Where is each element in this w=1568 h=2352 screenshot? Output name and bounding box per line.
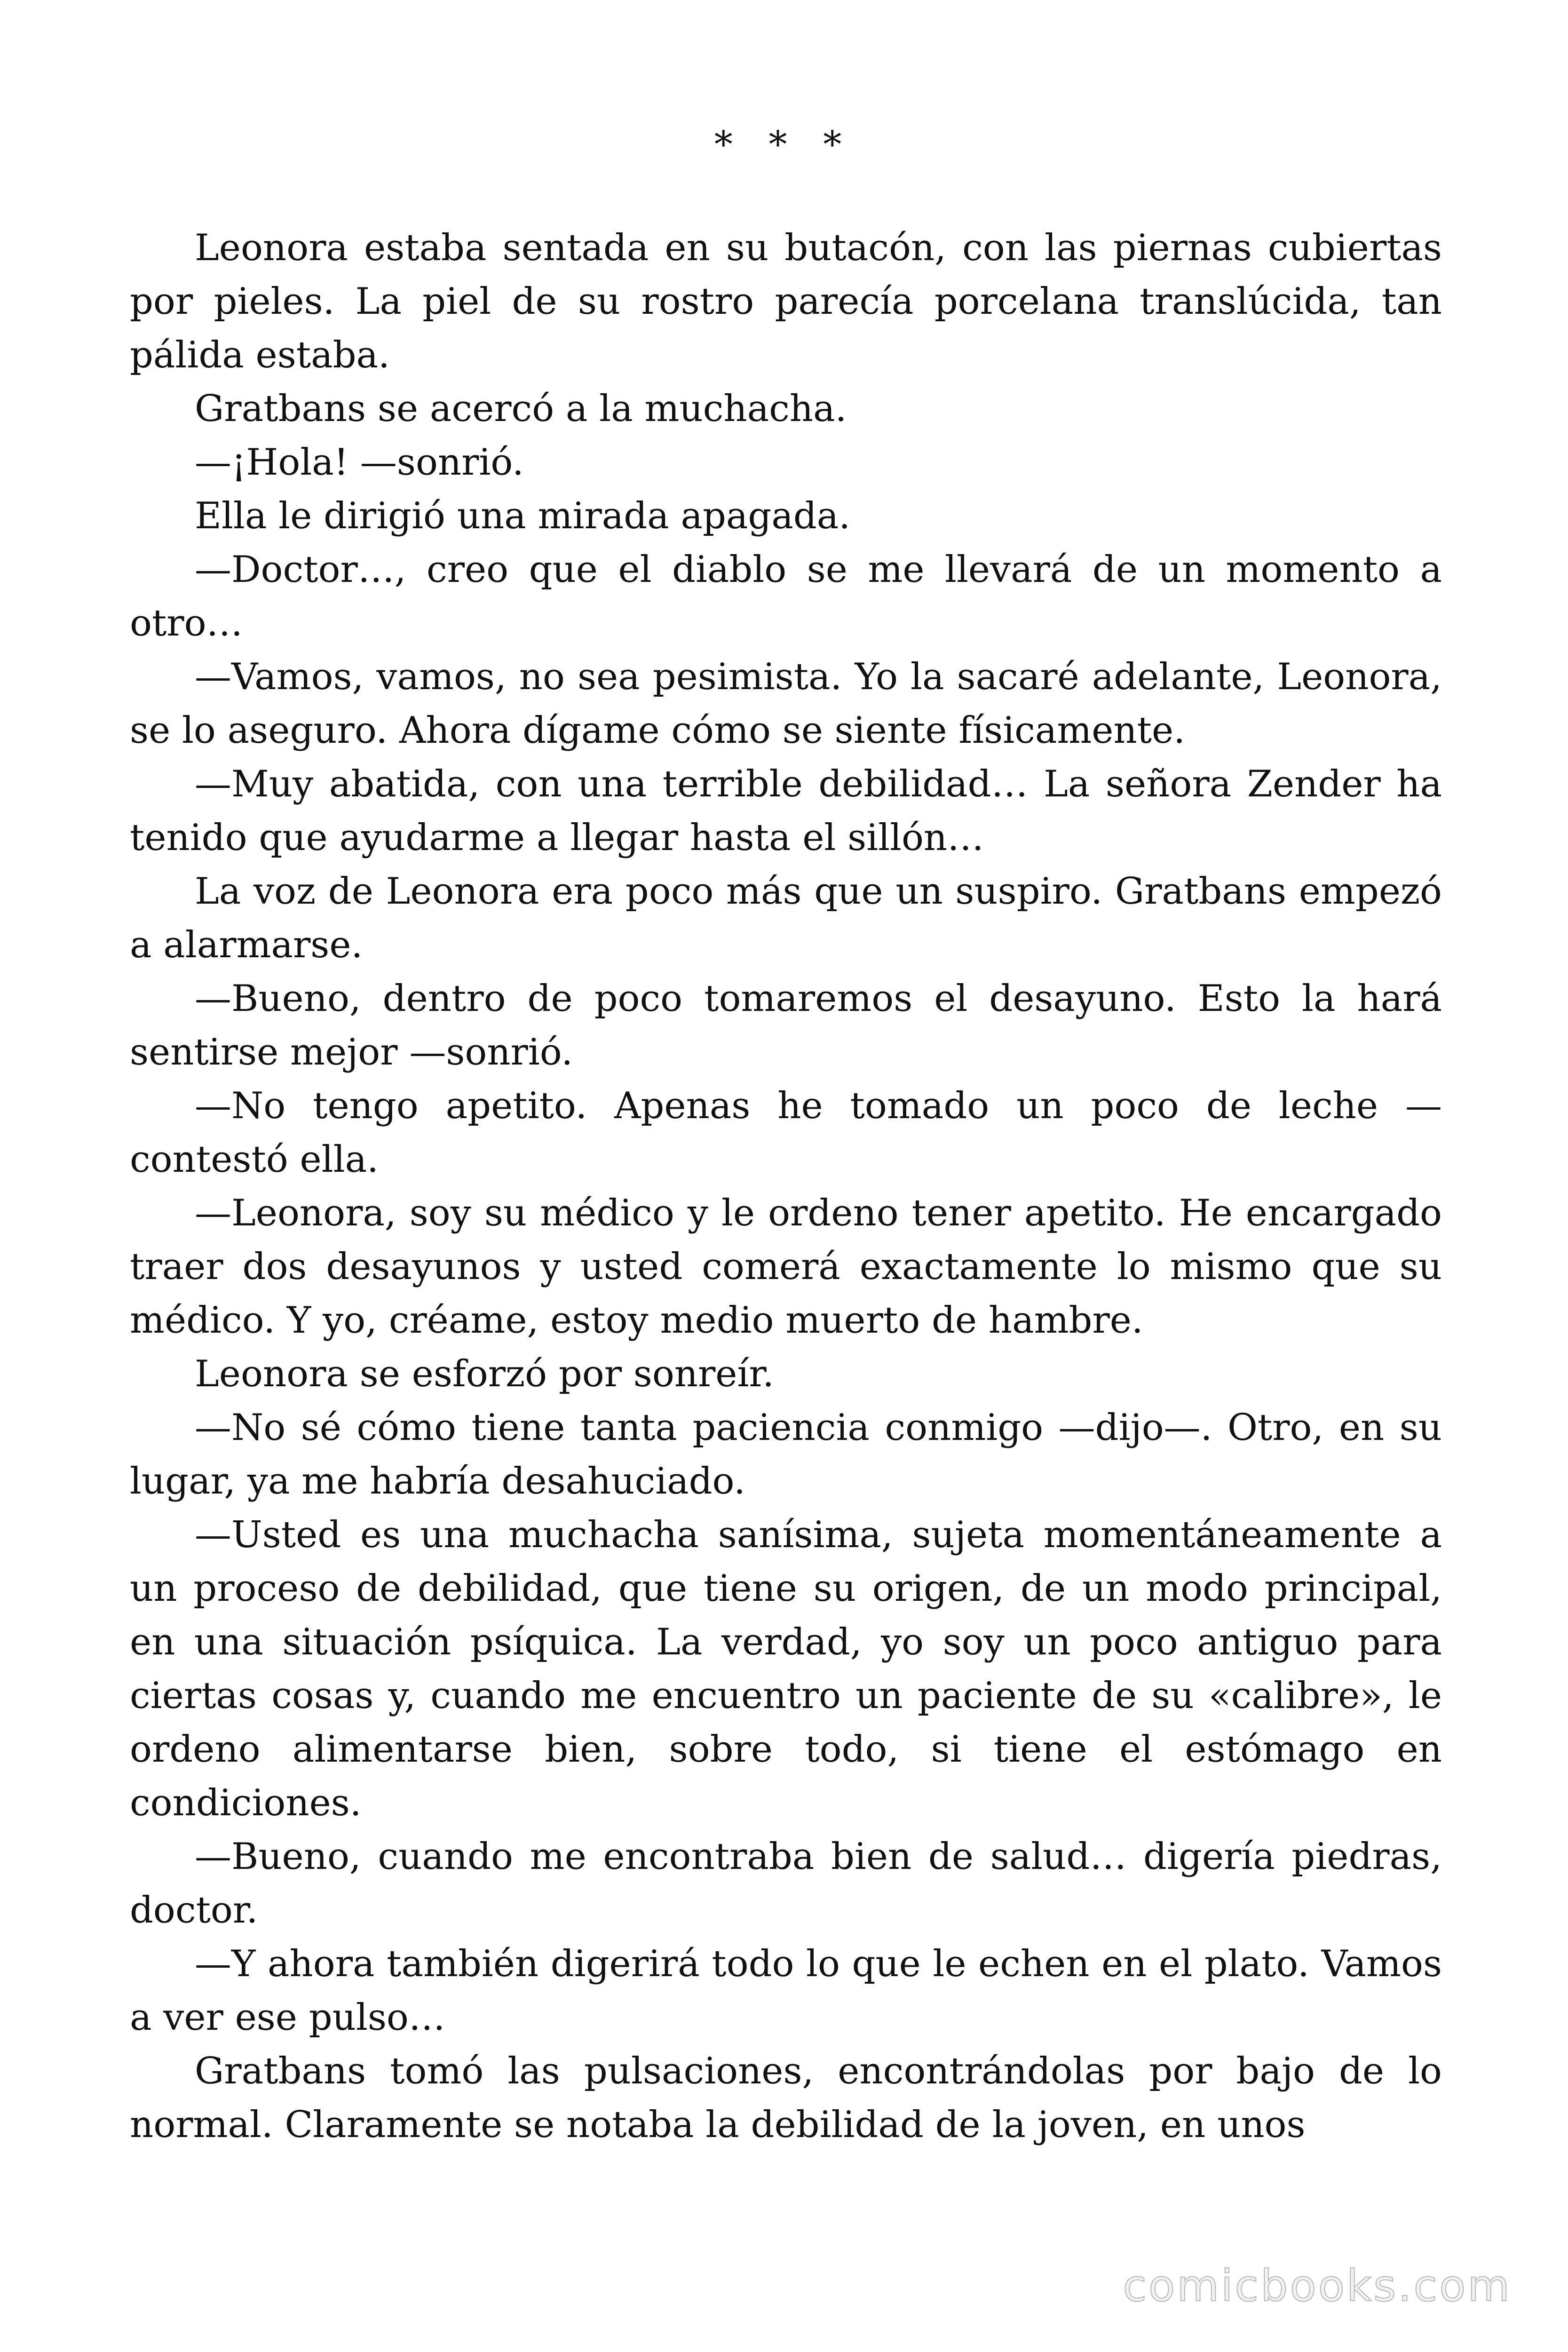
paragraph: Ella le dirigió una mirada apagada. <box>195 495 851 537</box>
paragraph: —Bueno, cuando me encontraba bien de salud… digería piedras, doctor. <box>130 1836 1442 1931</box>
paragraph: —Vamos, vamos, no sea pesimista. Yo la sacaré adelante, Leonora, se lo aseguro. Ahora dígame cómo se siente físicamente. <box>130 656 1442 752</box>
paragraph: —Usted es una muchacha sanísima, sujeta momentáneamente a un proceso de debilidad, que tiene su origen, de un modo principal, en una situación psíquica. La verdad, yo soy un poco antiguo para ciertas cosas y, cuando me encuentro un paciente de su «calibre», le ordeno alimentarse bien, sobre todo, si tiene el estómago en condiciones. <box>130 1514 1442 1824</box>
paragraph: —No tengo apetito. Apenas he tomado un poco de leche —contestó ella. <box>130 1085 1442 1181</box>
paragraph: —Bueno, dentro de poco tomaremos el desayuno. Esto la hará sentirse mejor —sonrió. <box>130 977 1442 1073</box>
section-break: * * * <box>714 124 854 166</box>
paragraph: —¡Hola! —sonrió. <box>195 441 524 484</box>
paragraph: —Y ahora también digerirá todo lo que le echen en el plato. Vamos a ver ese pulso… <box>130 1943 1442 2039</box>
paragraph: La voz de Leonora era poco más que un suspiro. Gratbans empezó a alarmarse. <box>130 870 1442 966</box>
paragraph: Gratbans se acercó a la muchacha. <box>195 388 847 430</box>
paragraph: —Muy abatida, con una terrible debilidad… La señora Zender ha tenido que ayudarme a llegar hasta el sillón… <box>130 763 1442 859</box>
paragraph: Leonora estaba sentada en su butacón, con las piernas cubiertas por pieles. La piel de su rostro parecía porcelana translúcida, tan pálida estaba. <box>130 227 1442 376</box>
paragraph: Leonora se esforzó por sonreír. <box>195 1353 774 1395</box>
paragraph: —Leonora, soy su médico y le ordeno tener apetito. He encargado traer dos desayunos y usted comerá exactamente lo mismo que su médico. Y yo, créame, estoy medio muerto de hambre. <box>130 1192 1442 1342</box>
paragraph: Gratbans tomó las pulsaciones, encontrándolas por bajo de lo normal. Claramente se notaba la debilidad de la joven, en unos <box>130 2050 1442 2146</box>
body-text <box>130 221 1442 2152</box>
paragraph: —Doctor…, creo que el diablo se me llevará de un momento a otro… <box>130 548 1442 644</box>
watermark: comicbooks.com <box>1123 2261 1512 2311</box>
paragraph: —No sé cómo tiene tanta paciencia conmigo —dijo—. Otro, en su lugar, ya me habría desahuciado. <box>130 1406 1442 1502</box>
